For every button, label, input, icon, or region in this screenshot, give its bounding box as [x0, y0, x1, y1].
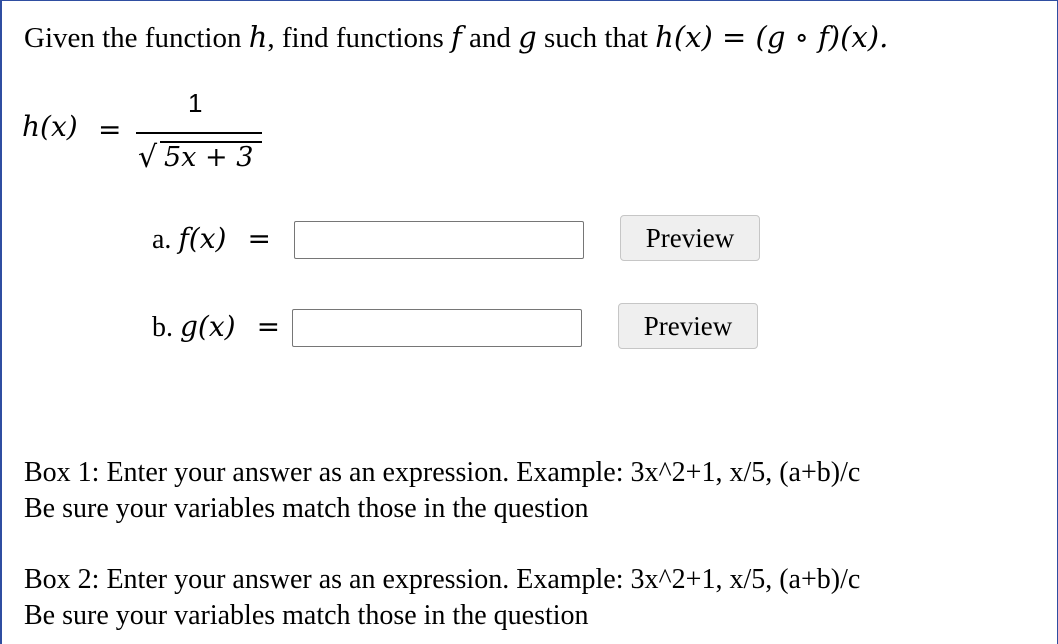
fraction-numerator: 1: [188, 88, 203, 118]
preview-g-button[interactable]: Preview: [618, 303, 758, 349]
part-b-equals: =: [256, 310, 281, 343]
h-equals-sign: =: [98, 113, 122, 146]
part-a-func: f(x): [178, 222, 227, 255]
answer-g-input[interactable]: [292, 309, 582, 347]
fraction-bar: [136, 132, 262, 134]
part-b-row: [152, 310, 280, 344]
hint-box-2-line-1: Box 2: Enter your answer as an expression. Example: 3x^2+1, x/5, (a+b)/c: [24, 564, 861, 595]
preview-f-button[interactable]: Preview: [620, 215, 760, 261]
prompt-f: f: [451, 20, 462, 54]
hint-box-2-line-2: Be sure your variables match those in the question: [24, 600, 589, 631]
hint-box-1: [24, 455, 860, 527]
frame-top-border: [0, 0, 1058, 1]
hint-box-2: [24, 562, 860, 634]
prompt-pre: Given the function: [24, 22, 242, 54]
prompt-mid: , find functions: [267, 22, 444, 54]
question-prompt: [24, 20, 888, 55]
prompt-formula: h(x) = (g ∘ f)(x).: [655, 20, 889, 54]
part-a-equals: =: [247, 222, 271, 255]
prompt-h: h: [248, 20, 268, 54]
prompt-and: and: [469, 22, 511, 54]
answer-f-input[interactable]: [294, 221, 584, 259]
fraction-denominator: 5x + 3: [164, 142, 254, 173]
part-a-label: a.: [152, 224, 172, 255]
hint-box-1-line-2: Be sure your variables match those in the question: [24, 493, 589, 524]
frame-left-border: [0, 0, 2, 644]
part-a-row: [152, 222, 271, 256]
h-definition-label: h(x): [22, 110, 78, 143]
sqrt-icon: √: [138, 140, 158, 175]
prompt-post: such that: [543, 22, 648, 54]
hint-box-1-line-1: Box 1: Enter your answer as an expression. Example: 3x^2+1, x/5, (a+b)/c: [24, 457, 861, 488]
part-b-label: b.: [152, 312, 173, 343]
part-b-func: g(x): [180, 310, 236, 343]
prompt-g: g: [518, 20, 537, 54]
